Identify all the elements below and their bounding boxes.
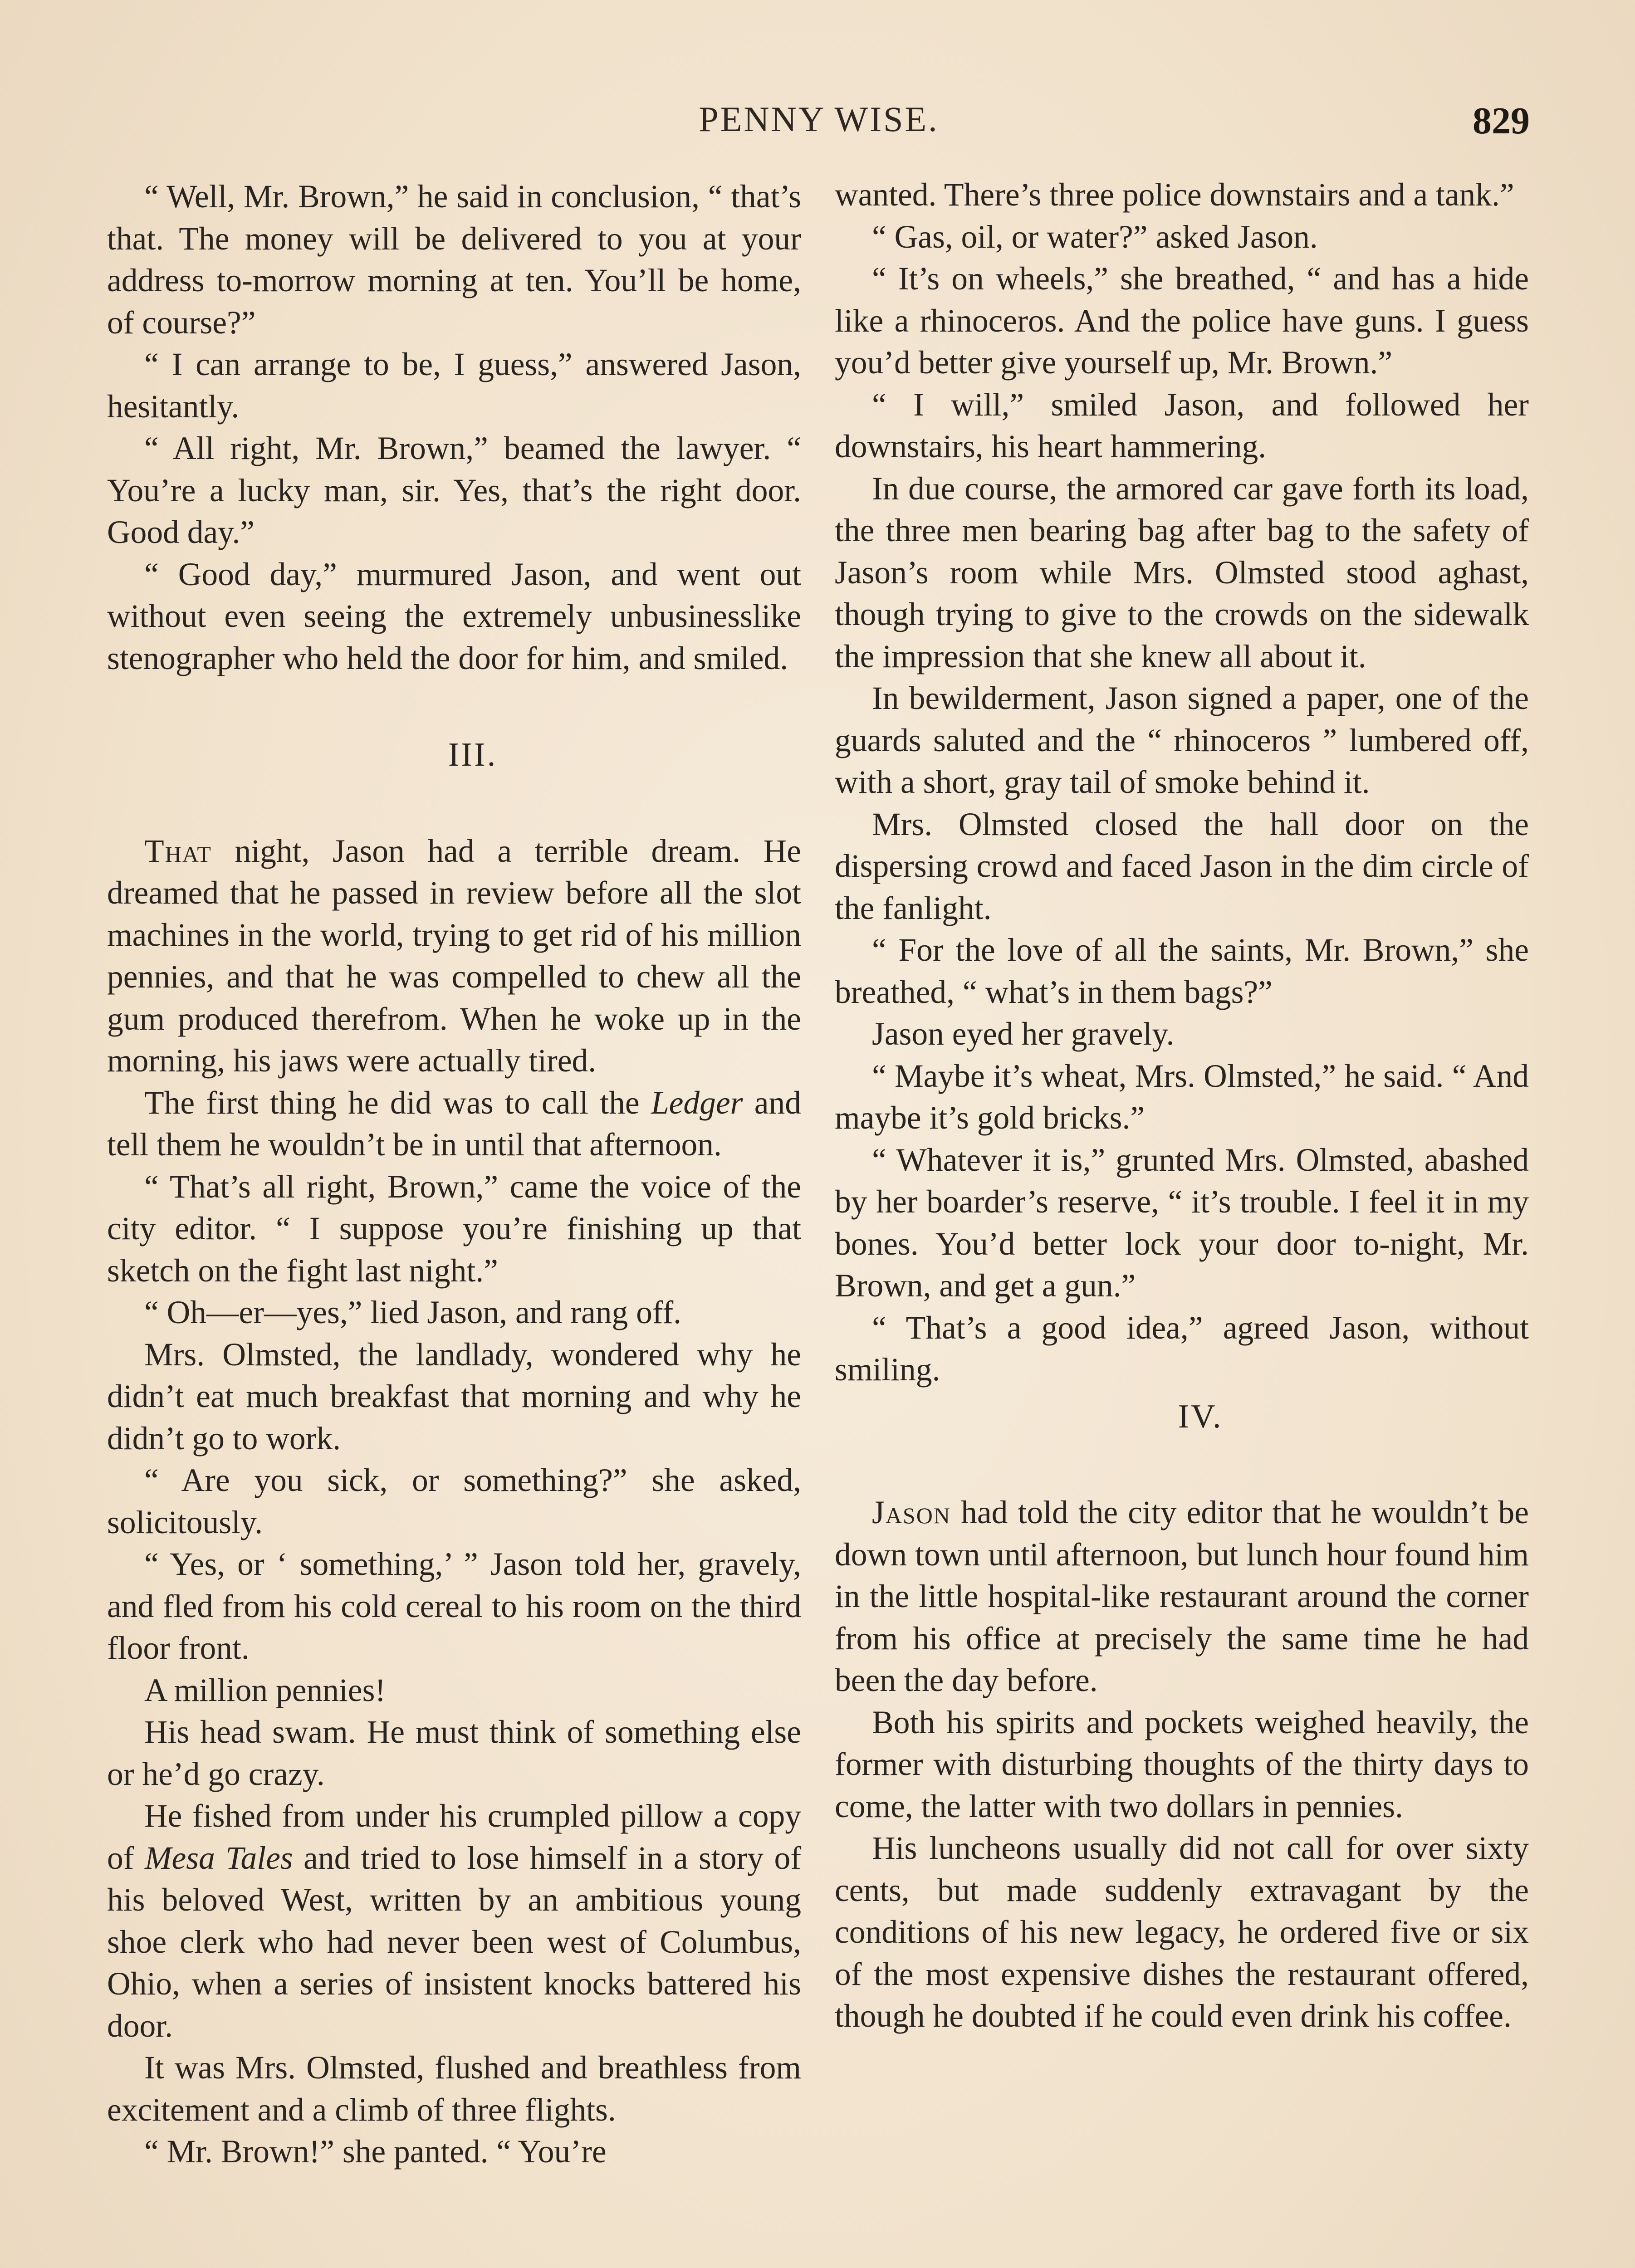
page-number: 829 — [1473, 100, 1530, 142]
paragraph: “ It’s on wheels,” she breathed, “ and has a hide like a rhinoceros. And the police have guns. I guess you’d better give yourself up, Mr. Brown.” — [835, 261, 1529, 381]
paragraph: “ Mr. Brown!” she panted. “ You’re — [144, 2134, 607, 2170]
paragraph: “ That’s a good idea,” agreed Jason, without smiling. — [835, 1310, 1529, 1388]
paragraph-lead: Jason — [872, 1495, 951, 1530]
paragraph: In due course, the armored car gave forth its load, the three men bearing bag after bag to the safety of Jason’s room while Mrs. Olmsted stood aghast, though trying to give to the crowds on the sidewalk the impression that she knew all about it. — [835, 470, 1529, 675]
paragraph — [107, 831, 801, 1082]
paragraph: “ Yes, or ‘ something,’ ” Jason told her, gravely, and fled from his cold cereal to his room on the third floor front. — [107, 1546, 801, 1666]
right-column — [835, 174, 1529, 2038]
paragraph: “ I will,” smiled Jason, and followed her downstairs, his heart hammering. — [835, 386, 1529, 464]
section-heading-iv: IV. — [1178, 1398, 1223, 1435]
paragraph: wanted. There’s three police downstairs and a tank.” — [835, 177, 1514, 213]
paragraph: “ Oh—er—yes,” lied Jason, and rang off. — [144, 1295, 682, 1330]
paragraph — [835, 1492, 1529, 1702]
paragraph-text: The first thing he did was to call the — [144, 1085, 651, 1121]
paragraph: “ Maybe it’s wheat, Mrs. Olmsted,” he said. “ And maybe it’s gold bricks.” — [835, 1058, 1529, 1136]
paragraph: Mrs. Olmsted closed the hall door on the dispersing crowd and faced Jason in the dim circle of the fanlight. — [835, 806, 1529, 926]
paragraph: “ I can arrange to be, I guess,” answered Jason, hesitantly. — [107, 347, 801, 425]
running-head: PENNY WISE. — [699, 99, 939, 139]
left-column — [107, 176, 801, 2173]
paragraph: Mrs. Olmsted, the landlady, wondered why he didn’t eat much breakfast that morning and why he didn’t go to work. — [107, 1336, 801, 1457]
publication-title: Mesa Tales — [145, 1840, 293, 1876]
paragraph: Jason eyed her gravely. — [872, 1016, 1175, 1052]
paragraph: “ All right, Mr. Brown,” beamed the lawyer. “ You’re a lucky man, sir. Yes, that’s the right door. Good day.” — [107, 430, 801, 550]
paragraph: “ Good day,” murmured Jason, and went out without even seeing the extremely unbusinesslike stenographer who held the door for him, and smiled. — [107, 556, 801, 676]
paragraph-text: He fished from under his crumpled pillow a copy of — [107, 1798, 801, 1876]
paragraph: A million pennies! — [144, 1672, 386, 1708]
paragraph-text: had told the city editor that he wouldn’t be down town until afternoon, but lunch hour found him in the little hospital-like restaurant around the corner from his office at precisely the same time he had been the day before. — [835, 1495, 1529, 1698]
paragraph: It was Mrs. Olmsted, flushed and breathless from excitement and a climb of three flights. — [107, 2050, 801, 2128]
publication-title: Ledger — [651, 1085, 743, 1121]
paragraph: “ Well, Mr. Brown,” he said in conclusion, “ that’s that. The money will be delivered to you at your address to-morrow morning at ten. You’ll be home, of course?” — [107, 179, 801, 341]
paragraph: His luncheons usually did not call for over sixty cents, but made suddenly extravagant by the conditions of his new legacy, he ordered five or six of the most expensive dishes the restaurant offered, though he doubted if he could even drink his coffee. — [835, 1830, 1529, 2034]
paragraph — [107, 1082, 801, 1166]
paragraph: Both his spirits and pockets weighed heavily, the former with disturbing thoughts of the thirty days to come, the latter with two dollars in pennies. — [835, 1704, 1529, 1824]
paragraph: “ Are you sick, or something?” she asked, solicitously. — [107, 1462, 801, 1540]
paragraph: In bewilderment, Jason signed a paper, one of the guards saluted and the “ rhinoceros ” lumbered off, with a short, gray tail of smoke behind it. — [835, 680, 1529, 800]
paragraph-text: and tell them he wouldn’t be in until that afternoon. — [107, 1085, 801, 1163]
page-header — [0, 99, 1635, 149]
paragraph: His head swam. He must think of something else or he’d go crazy. — [107, 1714, 801, 1792]
paragraph: “ For the love of all the saints, Mr. Brown,” she breathed, “ what’s in them bags?” — [835, 932, 1529, 1010]
paragraph-text: and tried to lose himself in a story of his beloved West, written by an ambitious young shoe clerk who had never been west of Columbus, Ohio, when a series of insistent knocks battered his door. — [107, 1840, 801, 2044]
paragraph: “ Gas, oil, or water?” asked Jason. — [872, 219, 1318, 255]
paragraph — [107, 1795, 801, 2047]
paragraph-lead: That — [144, 833, 212, 869]
paragraph-text: night, Jason had a terrible dream. He dreamed that he passed in review before all the slot machines in the world, trying to get rid of his million pennies, and that he was compelled to chew all the gum produced therefrom. When he woke up in the morning, his jaws were actually tired. — [107, 833, 801, 1079]
section-heading-iii: III. — [448, 736, 498, 773]
paragraph: “ That’s all right, Brown,” came the voice of the city editor. “ I suppose you’re finishing up that sketch on the fight last night.” — [107, 1168, 801, 1289]
paragraph: “ Whatever it is,” grunted Mrs. Olmsted, abashed by her boarder’s reserve, “ it’s trouble. I feel it in my bones. You’d better lock your door to-night, Mr. Brown, and get a gun.” — [835, 1142, 1529, 1304]
